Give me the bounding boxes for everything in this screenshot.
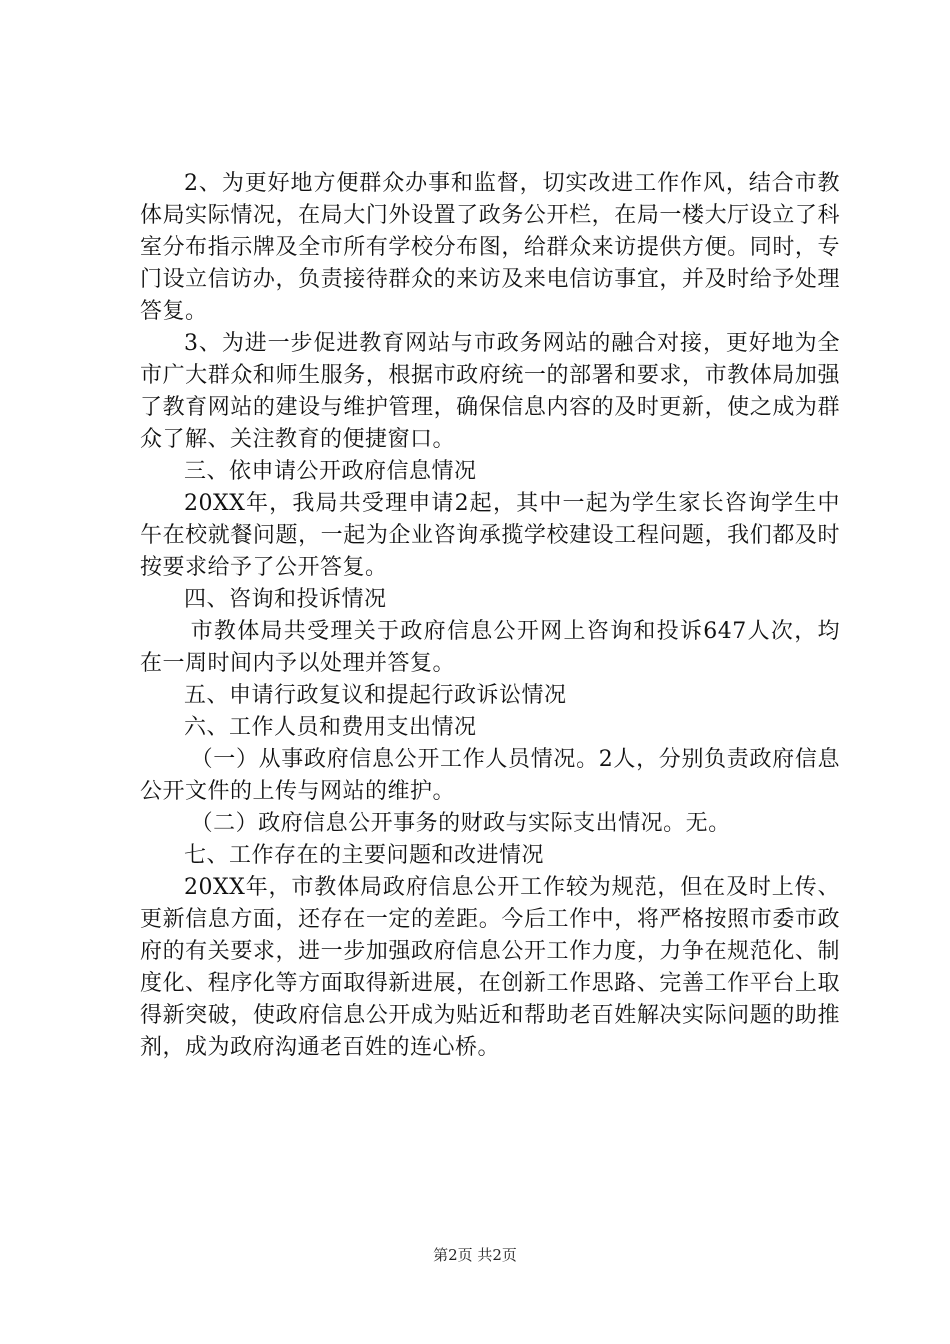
paragraph-problems: 20XX年，市教体局政府信息公开工作较为规范，但在及时上传、更新信息方面，还存在一定的差距。今后工作中，将严格按照市委市政府的有关要求，进一步加强政府信息公开工作力度，力争在规范化、制度化、程序化等方面取得新进展，在创新工作思路、完善工作平台上取得新突破，使政府信息公开成为贴近和帮助老百姓解决实际问题的助推剂，成为政府沟通老百姓的连心桥。 xyxy=(140,875,840,1060)
document-body xyxy=(140,168,840,1064)
paragraph-expenses: （二）政府信息公开事务的财政与实际支出情况。无。 xyxy=(190,811,731,836)
section-heading-4: 四、咨询和投诉情况 xyxy=(184,587,387,612)
section-heading-6: 六、工作人员和费用支出情况 xyxy=(184,715,477,740)
paragraph-staff: （一）从事政府信息公开工作人员情况。2人，分别负责政府信息公开文件的上传与网站的维护。 xyxy=(140,747,840,804)
section-heading-7: 七、工作存在的主要问题和改进情况 xyxy=(184,843,545,868)
paragraph-inquiries: 市教体局共受理关于政府信息公开网上咨询和投诉647人次，均在一周时间内予以处理并答复。 xyxy=(140,619,840,676)
section-heading-5: 五、申请行政复议和提起行政诉讼情况 xyxy=(184,683,567,708)
paragraph-item-2: 2、为更好地方便群众办事和监督，切实改进工作作风，结合市教体局实际情况，在局大门外设置了政务公开栏，在局一楼大厅设立了科室分布指示牌及全市所有学校分布图，给群众来访提供方便。同时，专门设立信访办，负责接待群众的来访及来电信访事宜，并及时给予处理答复。 xyxy=(140,171,840,324)
section-heading-3: 三、依申请公开政府信息情况 xyxy=(184,459,477,484)
paragraph-item-3: 3、为进一步促进教育网站与市政务网站的融合对接，更好地为全市广大群众和师生服务，根据市政府统一的部署和要求，市教体局加强了教育网站的建设与维护管理，确保信息内容的及时更新，使之成为群众了解、关注教育的便捷窗口。 xyxy=(140,331,840,452)
paragraph-applications: 20XX年，我局共受理申请2起，其中一起为学生家长咨询学生中午在校就餐问题，一起为企业咨询承揽学校建设工程问题，我们都及时按要求给予了公开答复。 xyxy=(140,491,840,580)
page-footer: 第2页 共2页 xyxy=(433,1246,517,1264)
